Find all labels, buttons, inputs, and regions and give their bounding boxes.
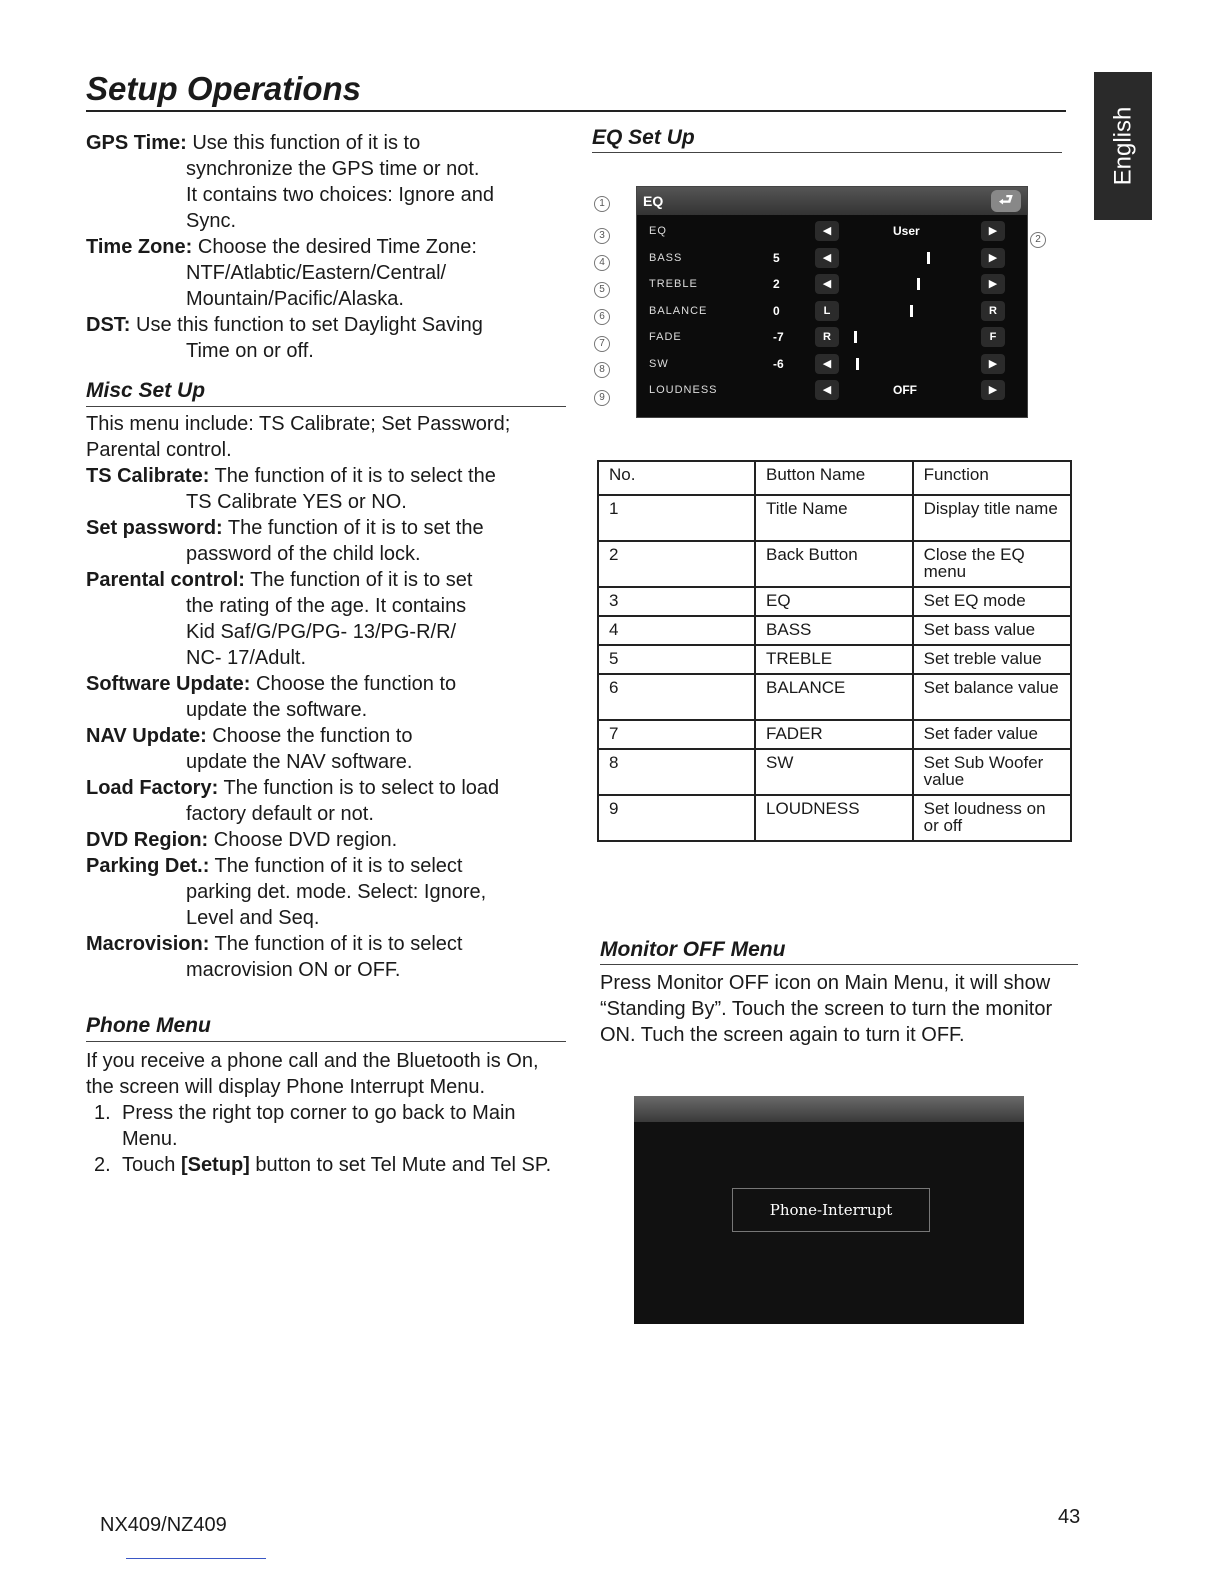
entry-continuation: Time on or off. xyxy=(186,340,314,362)
page-number: 43 xyxy=(1058,1506,1081,1528)
eq-setup-heading: EQ Set Up xyxy=(592,126,1062,153)
eq-decrease-button[interactable]: L xyxy=(815,301,839,321)
entry-term: Time Zone: xyxy=(86,236,193,258)
eq-increase-button[interactable]: ▶ xyxy=(981,354,1005,374)
setup-entry xyxy=(86,234,566,260)
entry-continuation: update the NAV software. xyxy=(186,751,413,773)
entry-text: Use this function of it is to xyxy=(186,132,421,154)
eq-row-bass xyxy=(637,246,1027,272)
entry-term: Load Factory: xyxy=(86,777,219,799)
table-cell-name: Title Name xyxy=(755,495,913,541)
eq-row-label: BALANCE xyxy=(649,304,708,317)
eq-decrease-button[interactable]: R xyxy=(815,327,839,347)
eq-level-marker xyxy=(854,331,857,343)
setup-entry xyxy=(86,723,566,749)
setup-entry xyxy=(86,312,566,338)
table-row xyxy=(598,795,1071,841)
eq-row-value: -7 xyxy=(773,330,784,344)
table-row xyxy=(598,749,1071,795)
title-divider xyxy=(86,110,1066,112)
entry-text: Use this function to set Daylight Saving xyxy=(130,314,483,336)
eq-decrease-button[interactable]: ◀ xyxy=(815,248,839,268)
eq-increase-button[interactable]: ▶ xyxy=(981,248,1005,268)
eq-row-label: BASS xyxy=(649,251,683,264)
table-cell-name: EQ xyxy=(755,587,913,616)
table-cell-name: TREBLE xyxy=(755,645,913,674)
table-cell-name: SW xyxy=(755,749,913,795)
misc-setup-heading: Misc Set Up xyxy=(86,378,566,407)
monitor-off-heading: Monitor OFF Menu xyxy=(600,938,1078,965)
entry-continuation: TS Calibrate YES or NO. xyxy=(186,491,407,513)
entry-continuation: Kid Saf/G/PG/PG- 13/PG-R/R/ xyxy=(186,621,457,643)
entry-text: The function of it is to select the xyxy=(209,465,496,487)
phone-steps xyxy=(86,1100,566,1178)
callout-7: 7 xyxy=(594,336,610,352)
eq-decrease-button[interactable]: ◀ xyxy=(815,221,839,241)
callout-6: 6 xyxy=(594,309,610,325)
entry-continuation: NC- 17/Adult. xyxy=(186,647,307,669)
table-cell-no: 3 xyxy=(598,587,755,616)
table-header-cell: Button Name xyxy=(755,461,913,495)
eq-row-label: SW xyxy=(649,357,669,370)
eq-row-label: EQ xyxy=(649,225,667,237)
setup-entry xyxy=(86,775,566,801)
entry-continuation: synchronize the GPS time or not. xyxy=(186,158,480,180)
eq-level-marker xyxy=(910,305,913,317)
eq-row-sw xyxy=(637,352,1027,378)
entry-term: Parental control: xyxy=(86,569,245,591)
table-row xyxy=(598,616,1071,645)
table-cell-no: 1 xyxy=(598,495,755,541)
eq-decrease-button[interactable]: ◀ xyxy=(815,354,839,374)
entry-text: The function of it is to set xyxy=(244,569,473,591)
callout-5: 5 xyxy=(594,282,610,298)
table-cell-func: Set balance value xyxy=(913,674,1071,720)
table-header-cell: No. xyxy=(598,461,755,495)
setup-entry xyxy=(86,515,566,541)
eq-decrease-button[interactable]: ◀ xyxy=(815,380,839,400)
entry-continuation: update the software. xyxy=(186,699,368,721)
entry-term: NAV Update: xyxy=(86,725,207,747)
entry-term: TS Calibrate: xyxy=(86,465,210,487)
table-row xyxy=(598,495,1071,541)
entry-term: DST: xyxy=(86,314,131,336)
eq-row-mode: User xyxy=(893,224,920,238)
table-cell-func: Set EQ mode xyxy=(913,587,1071,616)
entry-term: Set password: xyxy=(86,517,223,539)
callout-2: 2 xyxy=(1030,232,1046,248)
eq-row-fade xyxy=(637,325,1027,351)
entry-text: Choose the desired Time Zone: xyxy=(192,236,477,258)
table-cell-func: Set Sub Woofer value xyxy=(913,749,1071,795)
setup-label: [Setup] xyxy=(180,1154,250,1176)
table-cell-func: Set bass value xyxy=(913,616,1071,645)
setup-entry xyxy=(86,853,566,879)
table-cell-no: 4 xyxy=(598,616,755,645)
entry-text: Choose the function to xyxy=(250,673,457,695)
entry-continuation: Sync. xyxy=(186,210,237,232)
eq-screen-title: EQ xyxy=(643,193,664,209)
misc-entries xyxy=(86,463,566,983)
eq-increase-button[interactable]: ▶ xyxy=(981,221,1005,241)
table-row xyxy=(598,587,1071,616)
table-cell-no: 6 xyxy=(598,674,755,720)
language-tab: English xyxy=(1094,72,1152,220)
table-cell-name: Back Button xyxy=(755,541,913,587)
eq-decrease-button[interactable]: ◀ xyxy=(815,274,839,294)
table-cell-func: Set loudness on or off xyxy=(913,795,1071,841)
setup-entry xyxy=(86,130,566,156)
step-text-pre: Touch xyxy=(122,1154,181,1176)
phone-screen-bar xyxy=(634,1096,1024,1122)
setup-entry xyxy=(86,931,566,957)
callout-9: 9 xyxy=(594,390,610,406)
step-text-post: button to set Tel Mute and Tel SP. xyxy=(249,1154,552,1176)
eq-row-value: 5 xyxy=(773,250,780,265)
entry-text: The function of it is to select xyxy=(209,933,463,955)
eq-setup-section xyxy=(592,126,1062,153)
eq-row-label: TREBLE xyxy=(649,278,698,290)
table-cell-name: BASS xyxy=(755,616,913,645)
table-cell-no: 5 xyxy=(598,645,755,674)
entry-text: The function is to select to load xyxy=(218,777,500,799)
eq-screen xyxy=(636,186,1028,418)
entry-text: Choose the function to xyxy=(206,725,413,747)
phone-interrupt-button[interactable]: Phone-Interrupt xyxy=(732,1188,930,1232)
table-cell-no: 2 xyxy=(598,541,755,587)
eq-level-marker xyxy=(856,358,859,370)
eq-row-label: FADE xyxy=(649,331,682,343)
table-cell-func: Close the EQ menu xyxy=(913,541,1071,587)
entry-continuation: Mountain/Pacific/Alaska. xyxy=(186,288,404,310)
eq-row-value: 0 xyxy=(773,303,780,318)
setup-entries xyxy=(86,130,566,364)
eq-button-table xyxy=(597,460,1072,842)
eq-row-value: 2 xyxy=(773,277,780,291)
footer-line xyxy=(126,1558,266,1559)
step-text: Press the right top corner to go back to Main Menu. xyxy=(122,1102,516,1150)
setup-entry xyxy=(86,827,566,853)
model-number: NX409/NZ409 xyxy=(100,1514,227,1536)
setup-entry xyxy=(86,463,566,489)
eq-row-loudness xyxy=(637,378,1027,404)
callout-8: 8 xyxy=(594,362,610,378)
table-cell-name: FADER xyxy=(755,720,913,749)
monitor-off-text: Press Monitor OFF icon on Main Menu, it will show “Standing By”. Touch the screen to turn the monitor ON. Tuch the screen again to turn it OFF. xyxy=(600,972,1053,1046)
step-text xyxy=(122,1152,551,1178)
eq-row-value: -6 xyxy=(773,356,784,371)
eq-increase-button[interactable]: F xyxy=(981,327,1005,347)
entry-continuation: the rating of the age. It contains xyxy=(186,595,467,617)
eq-increase-button[interactable]: ▶ xyxy=(981,380,1005,400)
table-row xyxy=(598,720,1071,749)
phone-step xyxy=(86,1100,566,1152)
setup-entry xyxy=(86,671,566,697)
entry-term: Macrovision: xyxy=(86,933,210,955)
left-column xyxy=(86,130,566,1178)
eq-row-label: LOUDNESS xyxy=(649,384,718,396)
table-cell-no: 8 xyxy=(598,749,755,795)
table-cell-name: LOUDNESS xyxy=(755,795,913,841)
entry-term: Parking Det.: xyxy=(86,855,210,877)
entry-continuation: macrovision ON or OFF. xyxy=(186,959,401,981)
return-arrow-icon[interactable]: ⮐ xyxy=(991,190,1021,212)
monitor-off-section xyxy=(600,938,1078,965)
eq-row-eq xyxy=(637,219,1027,245)
phone-interrupt-screen xyxy=(634,1096,1024,1324)
step-number: 1. xyxy=(94,1102,111,1124)
entry-term: Software Update: xyxy=(86,673,251,695)
callout-3: 3 xyxy=(594,228,610,244)
callout-1: 1 xyxy=(594,196,610,212)
table-cell-func: Set treble value xyxy=(913,645,1071,674)
eq-increase-button[interactable]: R xyxy=(981,301,1005,321)
eq-row-balance xyxy=(637,299,1027,325)
entry-text: Choose DVD region. xyxy=(208,829,398,851)
setup-entry xyxy=(86,567,566,593)
entry-text: The function of it is to set the xyxy=(222,517,484,539)
eq-level-marker xyxy=(917,278,920,290)
table-row xyxy=(598,674,1071,720)
table-cell-func: Display title name xyxy=(913,495,1071,541)
page-title: Setup Operations xyxy=(86,70,362,107)
eq-row-mode: OFF xyxy=(893,383,917,397)
entry-term: DVD Region: xyxy=(86,829,209,851)
table-header-cell: Function xyxy=(913,461,1071,495)
eq-row-treble xyxy=(637,272,1027,298)
table-header-row xyxy=(598,461,1071,495)
step-number: 2. xyxy=(94,1154,111,1176)
callout-4: 4 xyxy=(594,255,610,271)
table-cell-no: 9 xyxy=(598,795,755,841)
entry-continuation: parking det. mode. Select: Ignore, xyxy=(186,881,487,903)
entry-text: The function of it is to select xyxy=(209,855,463,877)
table-row xyxy=(598,645,1071,674)
table-row xyxy=(598,541,1071,587)
entry-continuation: password of the child lock. xyxy=(186,543,421,565)
phone-intro: If you receive a phone call and the Bluetooth is On, the screen will display Phone Interrupt Menu. xyxy=(86,1050,539,1098)
table-cell-name: BALANCE xyxy=(755,674,913,720)
phone-menu-heading: Phone Menu xyxy=(86,1013,566,1042)
entry-continuation: factory default or not. xyxy=(186,803,374,825)
entry-continuation: NTF/Atlabtic/Eastern/Central/ xyxy=(186,262,447,284)
table-cell-func: Set fader value xyxy=(913,720,1071,749)
entry-continuation: Level and Seq. xyxy=(186,907,320,929)
eq-increase-button[interactable]: ▶ xyxy=(981,274,1005,294)
eq-level-marker xyxy=(927,252,930,264)
entry-term: GPS Time: xyxy=(86,132,187,154)
phone-step xyxy=(86,1152,566,1178)
entry-continuation: It contains two choices: Ignore and xyxy=(186,184,494,206)
table-cell-no: 7 xyxy=(598,720,755,749)
misc-intro: This menu include: TS Calibrate; Set Password; Parental control. xyxy=(86,413,511,461)
eq-title-bar xyxy=(637,187,1027,215)
